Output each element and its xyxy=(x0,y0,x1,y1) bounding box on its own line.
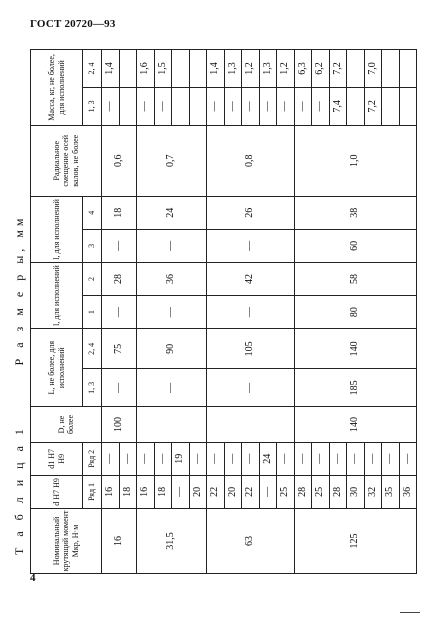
cell-mass-13: — xyxy=(207,87,225,125)
cell-d: — xyxy=(259,475,277,508)
header-offset: Радиальное смещение осей валов, не более xyxy=(31,125,102,196)
cell-l4: 18 xyxy=(102,196,137,229)
header-l-2: 2 xyxy=(83,262,102,295)
cell-mass-13: 7,4 xyxy=(329,87,347,125)
cell-l4: 26 xyxy=(207,196,295,229)
cell-l1: — xyxy=(102,296,137,329)
cell-d: 28 xyxy=(329,475,347,508)
cell-d: 30 xyxy=(347,475,365,508)
cell-L13: — xyxy=(137,369,207,407)
cell-d: 25 xyxy=(277,475,295,508)
cell-mass-13 xyxy=(189,87,207,125)
cell-d: 28 xyxy=(294,475,312,508)
header-L-13: 1, 3 xyxy=(83,369,102,407)
cell-D xyxy=(137,407,207,442)
cell-d1: — xyxy=(102,442,120,475)
cell-mass-24: 7,2 xyxy=(329,50,347,88)
cell-d: 18 xyxy=(154,475,172,508)
header-d1: d1 H7 H9 xyxy=(31,442,83,475)
cell-d1: 24 xyxy=(259,442,277,475)
cell-mass-24: 1,2 xyxy=(277,50,295,88)
header-l-1: 1 xyxy=(83,296,102,329)
cell-L24: 105 xyxy=(207,329,295,369)
header-l: l, для исполнений xyxy=(31,262,83,328)
cell-d1: — xyxy=(399,442,417,475)
cell-mass-13 xyxy=(382,87,400,125)
cell-mass-24 xyxy=(382,50,400,88)
cell-L24: 75 xyxy=(102,329,137,369)
cell-d: 16 xyxy=(102,475,120,508)
cell-l4: 24 xyxy=(137,196,207,229)
table-row xyxy=(207,50,225,574)
cell-d: 36 xyxy=(399,475,417,508)
dimensions-table xyxy=(30,49,417,574)
cell-d: 22 xyxy=(207,475,225,508)
cell-d1: — xyxy=(207,442,225,475)
cell-mass-24: 1,6 xyxy=(137,50,155,88)
cell-l2: 58 xyxy=(294,262,417,295)
cell-d: 18 xyxy=(119,475,137,508)
header-mass-24: 2, 4 xyxy=(83,50,102,88)
header-mass: Масса, кг, не более, для исполнений xyxy=(31,50,83,126)
cell-d: 20 xyxy=(189,475,207,508)
cell-torque: 63 xyxy=(207,508,295,573)
cell-mass-13 xyxy=(172,87,190,125)
cell-torque: 125 xyxy=(294,508,417,573)
cell-mass-24: 1,4 xyxy=(102,50,120,88)
cell-d1: — xyxy=(224,442,242,475)
header-torque: Номинальный крутящий момент Мкр, Н·м xyxy=(31,508,102,573)
table-caption: Т а б л и ц а 1 xyxy=(12,425,26,555)
cell-d1: 19 xyxy=(172,442,190,475)
header-l1-4: 4 xyxy=(83,196,102,229)
cell-offset: 0,8 xyxy=(207,125,295,196)
header-mass-13: 1, 3 xyxy=(83,87,102,125)
cell-d1: — xyxy=(364,442,382,475)
cell-mass-24 xyxy=(189,50,207,88)
cell-l4: 38 xyxy=(294,196,417,229)
cell-l2: 42 xyxy=(207,262,295,295)
cell-d1: — xyxy=(347,442,365,475)
dimensions-caption: Р а з м е р ы, мм xyxy=(12,214,26,366)
cell-d1: — xyxy=(137,442,155,475)
cell-d1: — xyxy=(382,442,400,475)
cell-torque: 16 xyxy=(102,508,137,573)
cell-mass-24: 1,3 xyxy=(259,50,277,88)
table-body xyxy=(102,50,417,574)
cell-d: 25 xyxy=(312,475,330,508)
cell-l2: 36 xyxy=(137,262,207,295)
cell-d1: — xyxy=(119,442,137,475)
cell-mass-24 xyxy=(172,50,190,88)
cell-mass-13: — xyxy=(277,87,295,125)
cell-mass-13 xyxy=(119,87,137,125)
footer-rule xyxy=(400,612,420,613)
cell-l2: 28 xyxy=(102,262,137,295)
cell-mass-13 xyxy=(347,87,365,125)
cell-l1: — xyxy=(137,296,207,329)
cell-mass-24: 1,5 xyxy=(154,50,172,88)
cell-D: 100 xyxy=(102,407,137,442)
cell-offset: 0,7 xyxy=(137,125,207,196)
cell-l3: — xyxy=(137,229,207,262)
cell-mass-24: 1,4 xyxy=(207,50,225,88)
cell-mass-13 xyxy=(399,87,417,125)
page-header: ГОСТ 20720—93 xyxy=(30,18,116,30)
cell-d: 20 xyxy=(224,475,242,508)
cell-d1: — xyxy=(312,442,330,475)
cell-mass-13: — xyxy=(137,87,155,125)
cell-mass-24 xyxy=(399,50,417,88)
cell-mass-24: 6,3 xyxy=(294,50,312,88)
cell-mass-13: — xyxy=(259,87,277,125)
cell-offset: 0,6 xyxy=(102,125,137,196)
cell-L24: 90 xyxy=(137,329,207,369)
cell-D: 140 xyxy=(294,407,417,442)
cell-d1: — xyxy=(329,442,347,475)
cell-l3: — xyxy=(102,229,137,262)
cell-d: 16 xyxy=(137,475,155,508)
cell-l1: — xyxy=(207,296,295,329)
cell-d1: — xyxy=(189,442,207,475)
cell-L13: — xyxy=(207,369,295,407)
header-L-24: 2, 4 xyxy=(83,329,102,369)
cell-d: 22 xyxy=(242,475,260,508)
cell-mass-13: — xyxy=(242,87,260,125)
header-l1: l, для исполнений xyxy=(31,196,83,262)
cell-mass-13: — xyxy=(224,87,242,125)
cell-L13: 185 xyxy=(294,369,417,407)
cell-d1: — xyxy=(277,442,295,475)
header-L: L, не более, для исполнений xyxy=(31,329,83,407)
cell-l3: 60 xyxy=(294,229,417,262)
cell-mass-13: 7,2 xyxy=(364,87,382,125)
cell-offset: 1,0 xyxy=(294,125,417,196)
table-row xyxy=(137,50,155,574)
table-row xyxy=(102,50,120,574)
cell-d1: — xyxy=(294,442,312,475)
cell-mass-24: 1,2 xyxy=(242,50,260,88)
cell-l1: 80 xyxy=(294,296,417,329)
cell-d: 32 xyxy=(364,475,382,508)
cell-mass-24: 1,3 xyxy=(224,50,242,88)
header-d: d H7 H9 xyxy=(31,475,83,508)
cell-mass-13: — xyxy=(294,87,312,125)
cell-D xyxy=(207,407,295,442)
cell-d1: — xyxy=(242,442,260,475)
cell-mass-13: — xyxy=(154,87,172,125)
cell-mass-24 xyxy=(119,50,137,88)
cell-l3: — xyxy=(207,229,295,262)
cell-mass-24: 6,2 xyxy=(312,50,330,88)
cell-d: — xyxy=(172,475,190,508)
cell-L24: 140 xyxy=(294,329,417,369)
cell-mass-13: — xyxy=(312,87,330,125)
header-D: D, не более xyxy=(31,407,102,442)
cell-mass-24 xyxy=(347,50,365,88)
page-number: 4 xyxy=(30,572,36,584)
cell-mass-24: 7,0 xyxy=(364,50,382,88)
cell-mass-13: — xyxy=(102,87,120,125)
cell-L13: — xyxy=(102,369,137,407)
header-l1-3: 3 xyxy=(83,229,102,262)
header-row1: Ряд 1 xyxy=(83,475,102,508)
cell-torque: 31,5 xyxy=(137,508,207,573)
table-row xyxy=(294,50,312,574)
cell-d1: — xyxy=(154,442,172,475)
cell-d: 35 xyxy=(382,475,400,508)
header-row2: Ряд 2 xyxy=(83,442,102,475)
